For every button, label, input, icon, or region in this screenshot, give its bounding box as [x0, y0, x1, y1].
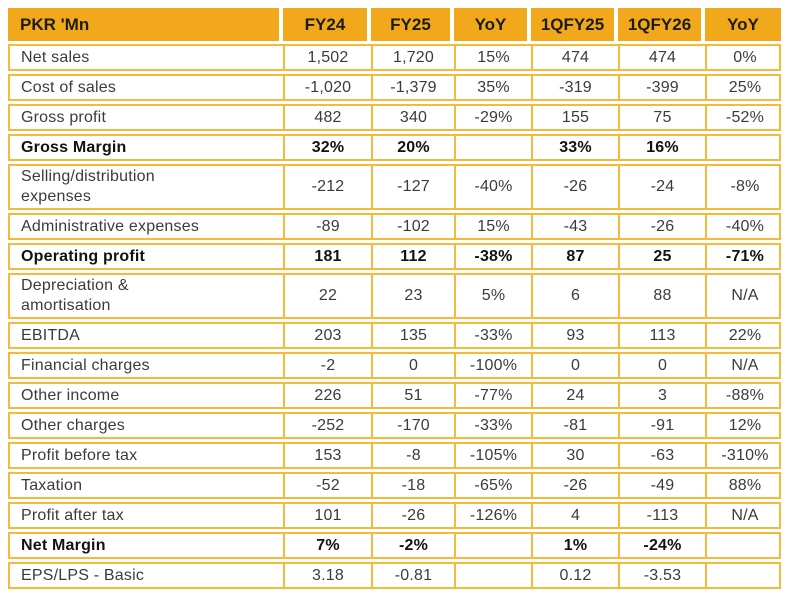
value-cell: 0	[533, 354, 620, 377]
value-cell: 15%	[456, 46, 533, 69]
value-cell: 93	[533, 324, 620, 347]
value-cell: 1,502	[285, 46, 373, 69]
value-cell: -127	[373, 166, 456, 208]
column-header: YoY	[705, 8, 781, 41]
value-cell: -3.53	[620, 564, 707, 587]
row-label-text: Administrative expenses	[21, 217, 200, 235]
value-cell: -26	[373, 504, 456, 527]
table-row	[8, 273, 781, 319]
table-body	[8, 44, 781, 589]
value-cell: 5%	[456, 275, 533, 317]
row-label-text: Taxation	[21, 476, 83, 494]
value-cell: 474	[620, 46, 707, 69]
value-cell: -8	[373, 444, 456, 467]
value-cell: 112	[373, 245, 456, 268]
row-label-text: Cost of sales	[21, 78, 117, 96]
value-cell: 25	[620, 245, 707, 268]
value-cell: 3.18	[285, 564, 373, 587]
table-row	[8, 322, 781, 349]
value-cell: -71%	[725, 247, 765, 265]
row-label-text: Profit after tax	[21, 506, 124, 524]
row-label-text: Gross profit	[21, 108, 107, 126]
value-cell: -310%	[721, 446, 769, 464]
value-cell: 101	[285, 504, 373, 527]
column-header: 1QFY25	[531, 8, 618, 41]
value-cell: 22%	[728, 326, 762, 344]
value-cell: N/A	[731, 287, 759, 304]
table-row	[8, 104, 781, 131]
row-label-text: Financial charges	[21, 356, 150, 374]
value-cell: 0	[620, 354, 707, 377]
value-cell: -43	[533, 215, 620, 238]
value-cell: -105%	[456, 444, 533, 467]
value-cell: 226	[285, 384, 373, 407]
row-label	[10, 384, 285, 407]
value-cell: -170	[373, 414, 456, 437]
row-label	[10, 534, 285, 557]
value-cell: 135	[373, 324, 456, 347]
value-cell: -26	[620, 215, 707, 238]
row-label	[10, 474, 285, 497]
value-cell: 23	[373, 275, 456, 317]
row-label	[10, 504, 285, 527]
value-cell: -89	[285, 215, 373, 238]
value-cell: 33%	[533, 136, 620, 159]
value-cell: 87	[533, 245, 620, 268]
value-cell: 0%	[733, 48, 757, 66]
value-cell: 181	[285, 245, 373, 268]
value-cell: 203	[285, 324, 373, 347]
row-label-text: Operating profit	[21, 247, 146, 265]
table-row	[8, 532, 781, 559]
column-header: 1QFY26	[618, 8, 705, 41]
row-label-text: Depreciation & amortisation	[21, 277, 129, 314]
table-row	[8, 412, 781, 439]
column-header: FY25	[371, 8, 454, 41]
value-cell: -2	[285, 354, 373, 377]
value-cell: 3	[620, 384, 707, 407]
value-cell: -77%	[456, 384, 533, 407]
column-header: PKR 'Mn	[8, 8, 283, 41]
value-cell: -1,020	[285, 76, 373, 99]
value-cell: -102	[373, 215, 456, 238]
value-cell	[707, 564, 783, 587]
value-cell: 6	[533, 275, 620, 317]
row-label-text: Other income	[21, 386, 120, 404]
value-cell: -52%	[725, 108, 765, 126]
value-cell: 155	[533, 106, 620, 129]
value-cell: -88%	[725, 386, 765, 404]
value-cell: -63	[620, 444, 707, 467]
value-cell: -0.81	[373, 564, 456, 587]
column-header: YoY	[454, 8, 531, 41]
value-cell: N/A	[731, 356, 759, 374]
value-cell: 340	[373, 106, 456, 129]
value-cell: 51	[373, 384, 456, 407]
table-row	[8, 243, 781, 270]
value-cell: 88%	[728, 476, 762, 494]
value-cell: 153	[285, 444, 373, 467]
table-row	[8, 562, 781, 589]
value-cell: -113	[620, 504, 707, 527]
value-cell: -1,379	[373, 76, 456, 99]
value-cell: 7%	[285, 534, 373, 557]
row-label	[10, 414, 285, 437]
value-cell	[456, 136, 533, 159]
row-label	[10, 215, 285, 238]
row-label	[10, 444, 285, 467]
row-label-text: Other charges	[21, 416, 125, 434]
row-label	[10, 275, 285, 317]
value-cell: 1%	[533, 534, 620, 557]
value-cell: 22	[285, 275, 373, 317]
value-cell: -2%	[373, 534, 456, 557]
row-label	[10, 245, 285, 268]
column-header: FY24	[283, 8, 371, 41]
value-cell: -33%	[456, 324, 533, 347]
value-cell: -18	[373, 474, 456, 497]
value-cell: -81	[533, 414, 620, 437]
table-row	[8, 44, 781, 71]
row-label	[10, 46, 285, 69]
row-label-text: Net Margin	[21, 536, 106, 554]
value-cell: -49	[620, 474, 707, 497]
value-cell	[707, 534, 783, 557]
value-cell: 15%	[456, 215, 533, 238]
value-cell: -212	[285, 166, 373, 208]
value-cell: 0.12	[533, 564, 620, 587]
value-cell: 12%	[728, 416, 762, 434]
table-row	[8, 382, 781, 409]
table-row	[8, 164, 781, 210]
value-cell: 30	[533, 444, 620, 467]
table-row	[8, 74, 781, 101]
value-cell: 16%	[620, 136, 707, 159]
row-label	[10, 136, 285, 159]
value-cell	[707, 136, 783, 159]
value-cell	[456, 534, 533, 557]
table-row	[8, 213, 781, 240]
value-cell: -8%	[730, 178, 760, 195]
value-cell: -38%	[456, 245, 533, 268]
value-cell: -29%	[456, 106, 533, 129]
row-label-text: EBITDA	[21, 326, 80, 344]
value-cell: 4	[533, 504, 620, 527]
value-cell: 32%	[285, 136, 373, 159]
row-label	[10, 106, 285, 129]
table-header-row	[8, 8, 781, 41]
row-label-text: Gross Margin	[21, 138, 127, 156]
value-cell: N/A	[731, 506, 759, 524]
value-cell: -252	[285, 414, 373, 437]
value-cell: 25%	[728, 78, 762, 96]
value-cell: -40%	[456, 166, 533, 208]
table-row	[8, 502, 781, 529]
value-cell: 88	[620, 275, 707, 317]
row-label-text: Net sales	[21, 48, 90, 66]
value-cell: -65%	[456, 474, 533, 497]
value-cell: 75	[620, 106, 707, 129]
value-cell: -319	[533, 76, 620, 99]
value-cell: 0	[373, 354, 456, 377]
financial-results-table	[8, 8, 781, 589]
row-label	[10, 76, 285, 99]
table-row	[8, 472, 781, 499]
value-cell: -26	[533, 474, 620, 497]
value-cell: -24%	[620, 534, 707, 557]
value-cell: -26	[533, 166, 620, 208]
value-cell: 482	[285, 106, 373, 129]
value-cell: 35%	[456, 76, 533, 99]
value-cell: 1,720	[373, 46, 456, 69]
row-label-text: Selling/distribution expenses	[21, 168, 155, 205]
value-cell: -52	[285, 474, 373, 497]
value-cell: 24	[533, 384, 620, 407]
value-cell: -40%	[725, 217, 765, 235]
value-cell: 20%	[373, 136, 456, 159]
table-row	[8, 134, 781, 161]
value-cell: -91	[620, 414, 707, 437]
value-cell: 474	[533, 46, 620, 69]
row-label	[10, 354, 285, 377]
table-row	[8, 352, 781, 379]
value-cell: -24	[620, 166, 707, 208]
row-label	[10, 564, 285, 587]
row-label	[10, 166, 285, 208]
value-cell: -126%	[456, 504, 533, 527]
value-cell: -399	[620, 76, 707, 99]
table-row	[8, 442, 781, 469]
row-label-text: EPS/LPS - Basic	[21, 566, 145, 584]
value-cell: -100%	[456, 354, 533, 377]
value-cell	[456, 564, 533, 587]
value-cell: 113	[620, 324, 707, 347]
value-cell: -33%	[456, 414, 533, 437]
row-label-text: Profit before tax	[21, 446, 138, 464]
row-label	[10, 324, 285, 347]
